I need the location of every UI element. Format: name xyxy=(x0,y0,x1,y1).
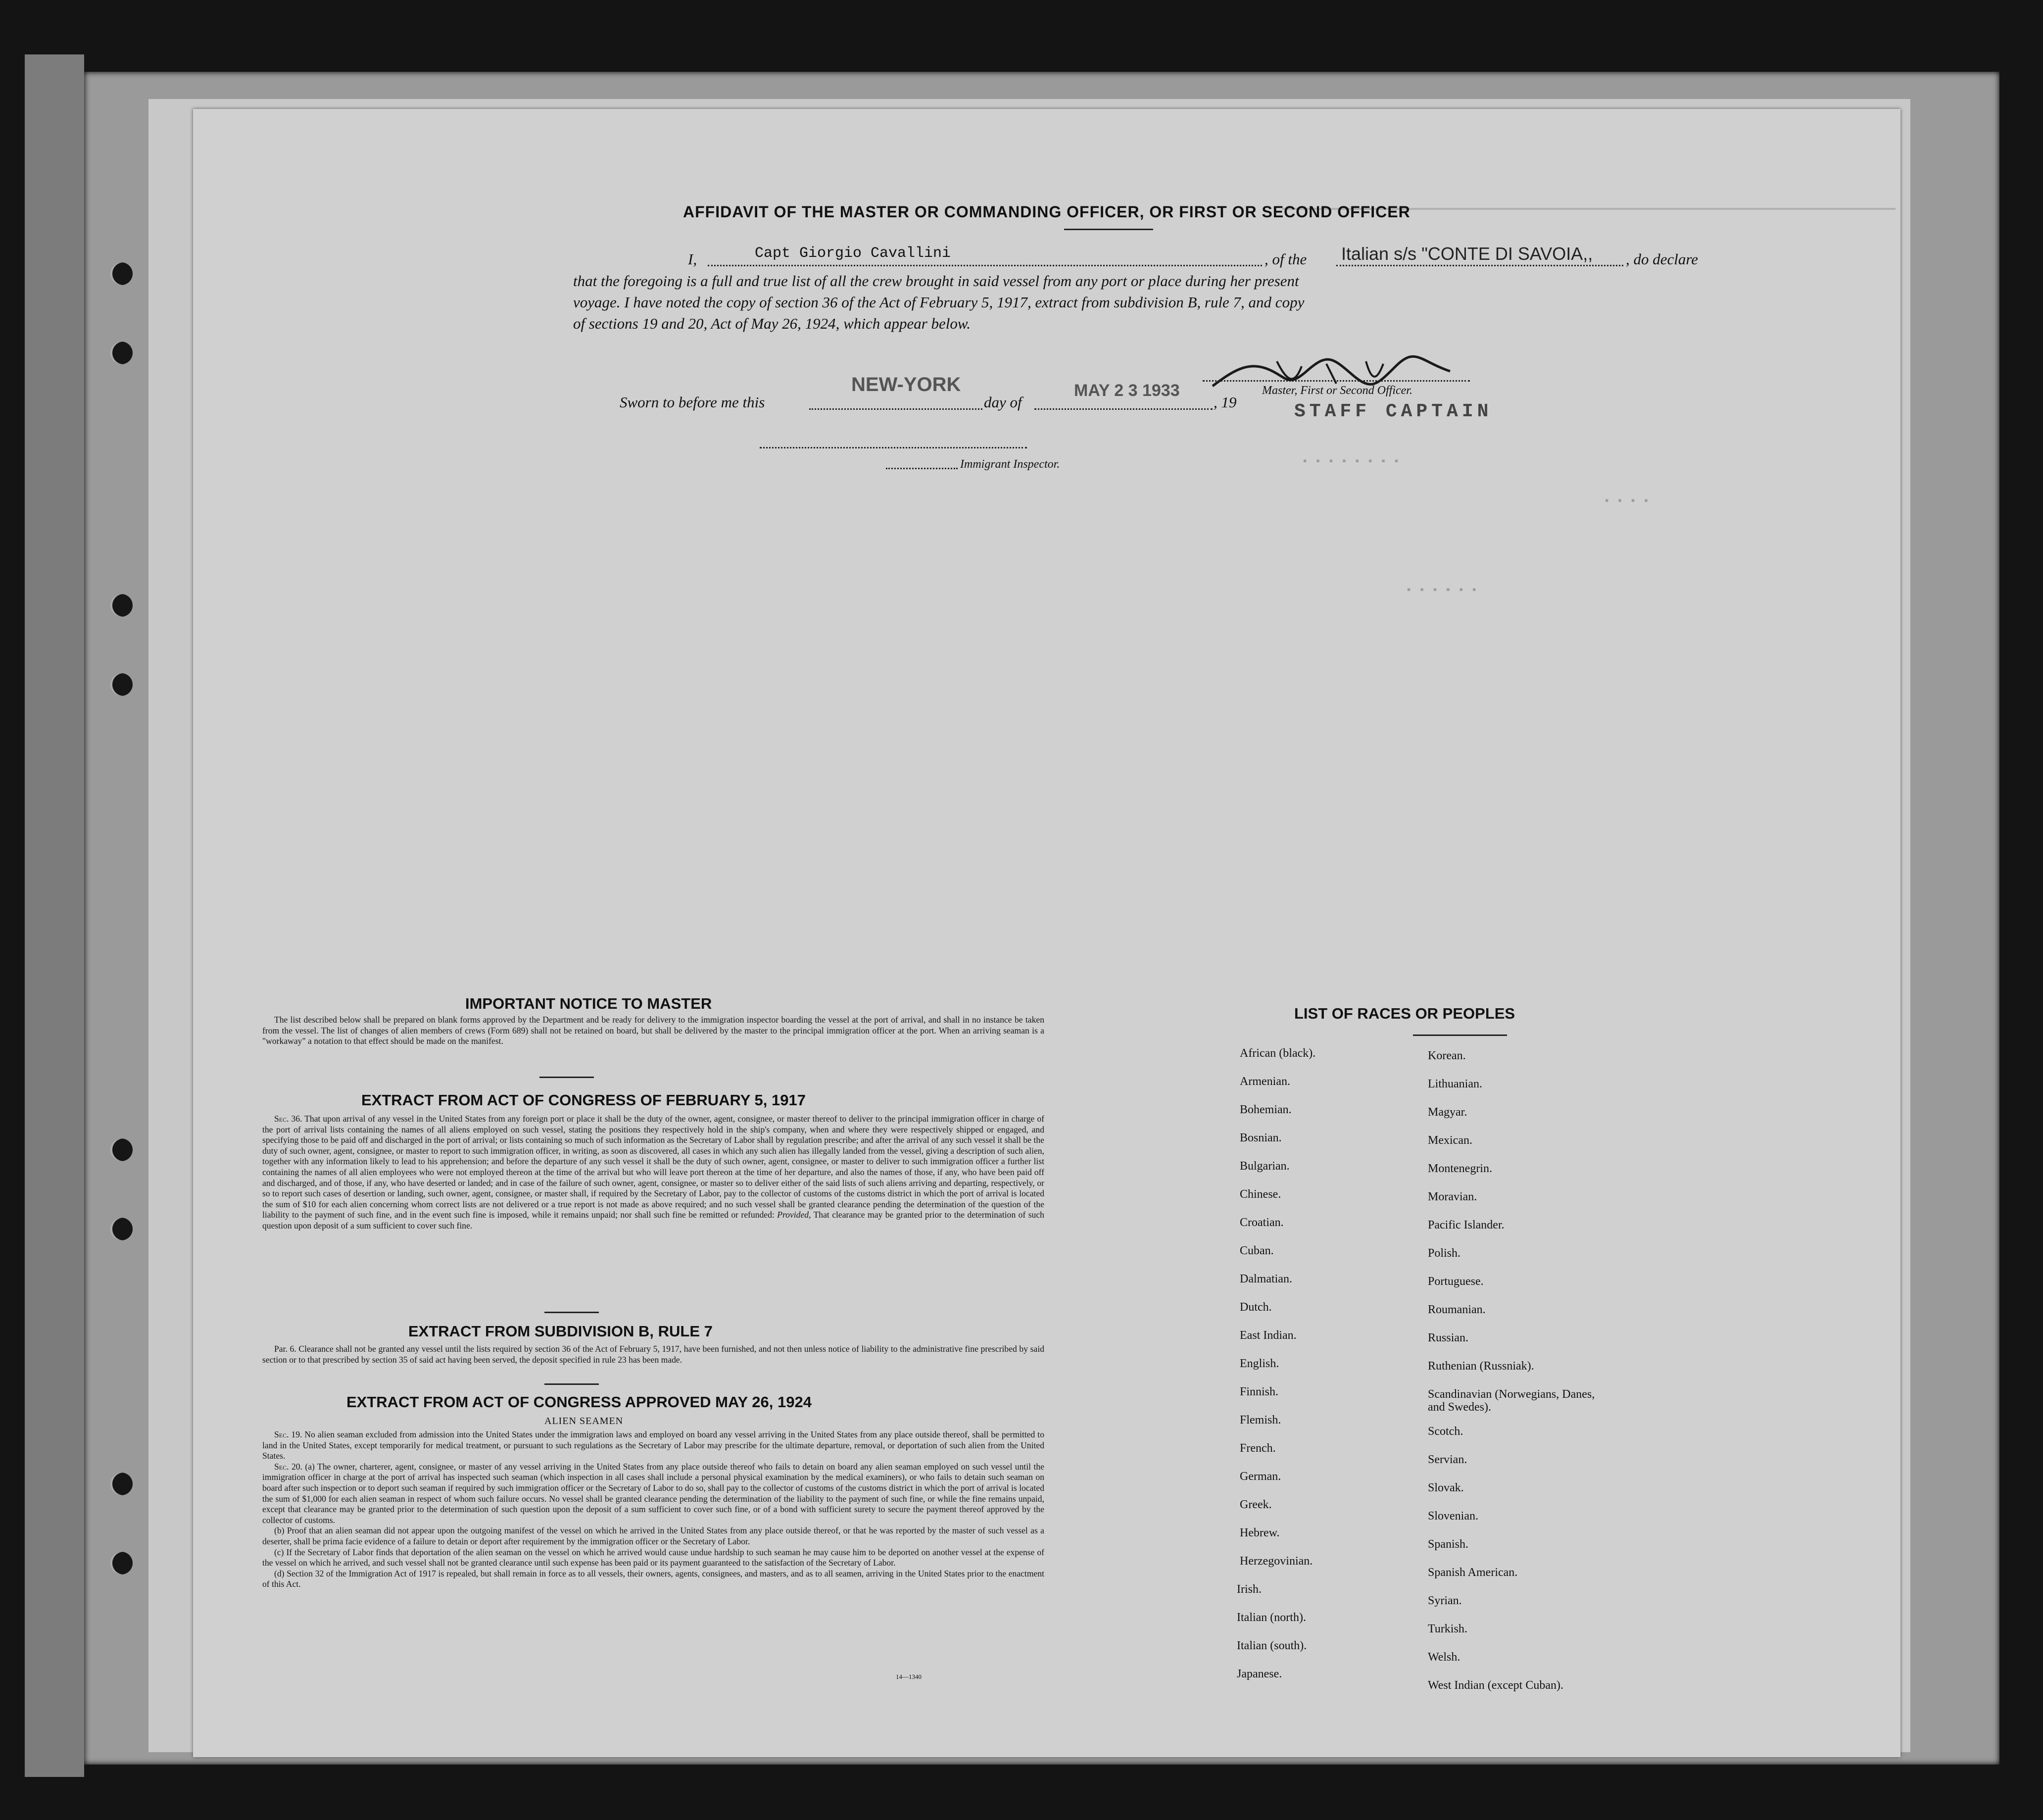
rule-7-title: EXTRACT FROM SUBDIVISION B, RULE 7 xyxy=(408,1323,713,1340)
sec-20-label: Sec. 20. xyxy=(274,1461,302,1472)
races-title: LIST OF RACES OR PEOPLES xyxy=(1294,1005,1515,1022)
race-item: Pacific Islander. xyxy=(1428,1219,1505,1231)
race-item: Dalmatian. xyxy=(1240,1273,1292,1285)
race-item: Polish. xyxy=(1428,1247,1461,1260)
race-item: Hebrew. xyxy=(1240,1526,1280,1539)
affidavit-title: AFFIDAVIT OF THE MASTER OR COMMANDING OFFICER, OR FIRST OR SECOND OFFICER xyxy=(683,203,1411,221)
race-item: Slovak. xyxy=(1428,1481,1464,1494)
race-item: Portuguese. xyxy=(1428,1275,1484,1288)
notice-text: The list described below shall be prepared on blank forms approved by the Department and be ready for delivery to the immigration inspector boarding the vessel at the port of arrival, and shall in no instance be taken from the vessel. The list of changes of alien members of crews (Form 689) shall not be retained on board, but shall be delivered by the master to the principal immigration officer at the port. When an arriving seaman is a "workaway" a notation to that effect should be made on the manifest. xyxy=(262,1015,1044,1046)
rule-7-body xyxy=(262,1344,1044,1365)
rule-7-rule xyxy=(544,1383,599,1385)
notice-body xyxy=(262,1015,1044,1047)
signature-line xyxy=(1203,380,1470,382)
declaration-line-3: voyage. I have noted the copy of section 36 of the Act of February 5, 1917, extract from subdivision B, rule 7, and copy xyxy=(573,294,1305,311)
sec-20b-text: (b) Proof that an alien seaman did not appear upon the outgoing manifest of the vessel on which he arrived in the United States from any place outside thereof, or that he was reported by the master of such vessel as a deserter, shall be prima facie evidence of a failure to detain or deport after requirement by the immigration officer or the Secretary of Labor. xyxy=(262,1525,1044,1546)
race-item: Scandinavian (Norwegians, Danes, and Swedes). xyxy=(1428,1388,1595,1414)
race-item: Roumanian. xyxy=(1428,1303,1486,1316)
race-item: English. xyxy=(1240,1357,1279,1370)
race-item: Japanese. xyxy=(1237,1668,1282,1680)
notice-title: IMPORTANT NOTICE TO MASTER xyxy=(465,995,712,1012)
race-item: Greek. xyxy=(1240,1498,1272,1511)
race-item: Italian (south). xyxy=(1237,1639,1307,1652)
notice-rule xyxy=(539,1077,594,1078)
extract-1924-body xyxy=(262,1429,1044,1590)
sec-36-text: That upon arrival of any vessel in the United States from any foreign port or place it shall be the duty of the owner, agent, consignee, or master thereof to deliver to the principal immigration officer in charge of the port of arrival lists containing the names of all aliens employed on such vessel, stating the positions they respectively hold in the ship's company, when and where they were respectively shipped or engaged, and specifying those to be paid off and discharged in the port of arrival; or lists containing so much of such information as the Secretary of Labor shall by regulation prescribe; and after the arrival of any such vessel it shall be the duty of such owner, agent, consignee, or master to report to such immigration officer, in writing, as soon as discovered, all cases in which any such alien has illegally landed from the vessel, giving a description of such alien, together with any information likely to lead to his apprehension; and before the departure of any such vessel it shall be the duty of such owner, agent, consignee, or master to deliver to such immigration officer a further list containing the names of all alien employees who were not employed thereon at the time of the arrival but who will leave port thereon at the time of her departure, and also the names of those, if any, who have been paid off and discharged, and of those, if any, who have deserted or landed; and in case of the failure of such owner, agent, consignee, or master so to deliver either of the said lists of such aliens arriving and departing, respectively, or so to report such cases of desertion or landing, such owner, agent, consignee, or master shall, if required by the Secretary of Labor, pay to the collector of customs of the customs district in which the port of arrival is located the sum of $10 for each alien concerning whom correct lists are not delivered or a true report is not made as above required; and no such vessel shall be granted clearance pending the determination of the question of the liability to the payment of such fine, and in the event such fine is imposed, while it remains unpaid; nor shall such fine be remitted or refunded: xyxy=(262,1114,1044,1220)
race-item: Magyar. xyxy=(1428,1106,1467,1119)
date-stamp: MAY 2 3 1933 xyxy=(1074,381,1180,400)
inspector-line-1 xyxy=(760,447,1027,448)
race-item: Finnish. xyxy=(1240,1385,1279,1398)
race-item: Moravian. xyxy=(1428,1190,1477,1203)
bleed-through: ▪ ▪ ▪ ▪ ▪ ▪ xyxy=(1406,584,1478,596)
master-caption: Master, First or Second Officer. xyxy=(1262,384,1412,397)
day-of-label: day of xyxy=(984,394,1022,411)
date-line xyxy=(1034,408,1213,410)
binder-hole xyxy=(110,1552,133,1574)
race-item: Herzegovinian. xyxy=(1240,1555,1313,1568)
vessel-line xyxy=(1336,265,1623,266)
race-item: Armenian. xyxy=(1240,1075,1290,1088)
race-item: Lithuanian. xyxy=(1428,1078,1482,1090)
proviso-text: That clearance may be granted prior to the determination of such question upon deposit of a sum sufficient to cover such fine. xyxy=(262,1210,1044,1230)
race-item: German. xyxy=(1240,1470,1281,1483)
race-item: Dutch. xyxy=(1240,1301,1272,1314)
race-item: Welsh. xyxy=(1428,1651,1460,1664)
sec-20a-text: (a) The owner, charterer, agent, consignee, or master of any vessel arriving in the United States from any place outside thereof who fails to detain on board any alien seaman employed on such vessel until the immigration officer in charge at the port of arrival has inspected such seaman (which inspection in all cases shall include a personal physical examination by the medical examiners), or who fails to detain such seaman on board after such inspection or to deport such seaman if required by such immigration officer or the Secretary of Labor to do so, shall pay to the collector of customs of the customs district in which the port of arrival is located the sum of $1,000 for each alien seaman in respect of whom such failure occurs. No vessel shall be granted clearance pending the determination of the liability to the payment of such fine, or while the fine remains unpaid, except that clearance may be granted prior to the determination of such question upon the deposit of a sum sufficient to cover such fine, or of a bond with sufficient surety to secure the payment thereof approved by the collector of customs. xyxy=(262,1461,1044,1525)
race-item: Slovenian. xyxy=(1428,1510,1478,1523)
inspector-caption: Immigrant Inspector. xyxy=(960,458,1060,471)
race-item: French. xyxy=(1240,1442,1276,1455)
i-label: I, xyxy=(688,250,697,268)
name-line xyxy=(708,265,1262,266)
extract-1917-rule xyxy=(544,1312,599,1313)
binder-hole xyxy=(110,673,133,696)
race-item: Russian. xyxy=(1428,1331,1469,1344)
sworn-place-stamp: NEW-YORK xyxy=(851,374,961,395)
race-item: Montenegrin. xyxy=(1428,1162,1492,1175)
race-item: Mexican. xyxy=(1428,1134,1472,1147)
extract-1924-title: EXTRACT FROM ACT OF CONGRESS APPROVED MAY 26, 1924 xyxy=(346,1393,812,1411)
race-item: Syrian. xyxy=(1428,1594,1462,1607)
bleed-through: ▪ ▪ ▪ ▪ ▪ ▪ ▪ ▪ xyxy=(1302,455,1400,468)
race-item: Spanish. xyxy=(1428,1538,1469,1551)
declaration-line-4: of sections 19 and 20, Act of May 26, 1924, which appear below. xyxy=(573,315,971,332)
inspector-line-2 xyxy=(886,468,958,469)
race-item: Croatian. xyxy=(1240,1216,1284,1229)
binder-hole xyxy=(110,1138,133,1161)
race-item: East Indian. xyxy=(1240,1329,1297,1342)
race-item: Korean. xyxy=(1428,1049,1466,1062)
race-item: Irish. xyxy=(1237,1583,1262,1596)
binder-hole xyxy=(110,1473,133,1495)
binder-hole xyxy=(110,594,133,617)
alien-seamen-subtitle: ALIEN SEAMEN xyxy=(544,1416,624,1426)
race-item: Scotch. xyxy=(1428,1425,1463,1438)
binder-hole xyxy=(110,1218,133,1240)
manifest-page xyxy=(193,109,1900,1757)
race-item: Servian. xyxy=(1428,1453,1467,1466)
binder-hole xyxy=(110,342,133,364)
race-item: Bohemian. xyxy=(1240,1103,1292,1116)
declare-label: , do declare xyxy=(1626,250,1699,268)
race-item: Bosnian. xyxy=(1240,1131,1282,1144)
race-item: Bulgarian. xyxy=(1240,1160,1290,1173)
sec-19-text: No alien seaman excluded from admission into the United States under the immigration laws and employed on board any vessel arriving in the United States from any place outside thereof, shall be permitted to land in the United States, except temporarily for medical treatment, or pursuant to such regulations as the Secretary of Labor may prescribe for the ultimate departure, removal, or deportation of such alien from the United States. xyxy=(262,1429,1044,1461)
extract-1917-body xyxy=(262,1114,1044,1231)
year-label: , 19 xyxy=(1214,394,1237,411)
proviso-label: Provided, xyxy=(777,1210,811,1220)
binder-edge xyxy=(25,54,84,1777)
race-item: Italian (north). xyxy=(1237,1611,1306,1624)
sworn-label: Sworn to before me this xyxy=(620,394,765,411)
vessel-name: Italian s/s "CONTE DI SAVOIA,, xyxy=(1341,244,1593,264)
races-rule xyxy=(1413,1034,1507,1036)
of-the-label: , of the xyxy=(1265,250,1307,268)
sec-20d-text: (d) Section 32 of the Immigration Act of 1917 is repealed, but shall remain in force as to all vessels, their owners, agents, consignees, and masters, and as to all seamen, arriving in the United States prior to the enactment of this Act. xyxy=(262,1568,1044,1589)
race-item: Chinese. xyxy=(1240,1188,1281,1201)
sworn-place-line xyxy=(809,408,982,410)
race-item: Flemish. xyxy=(1240,1414,1281,1426)
sec-19-label: Sec. 19. xyxy=(274,1429,302,1439)
sec-20c-text: (c) If the Secretary of Labor finds that deportation of the alien seaman on the vessel on which he arrived would cause undue hardship to such seaman he may cause him to be deported on another vessel at the expense of the vessel on which he arrived, and such vessel shall not be granted clearance until such expense has been paid or its payment guaranteed to the satisfaction of the Secretary of Labor. xyxy=(262,1547,1044,1568)
bleed-through: ▪ ▪ ▪ ▪ xyxy=(1604,495,1650,507)
master-name: Capt Giorgio Cavallini xyxy=(755,245,951,262)
title-rule xyxy=(1064,229,1153,230)
sec-36-label: Sec. 36. xyxy=(274,1114,302,1124)
rank-stamp: STAFF CAPTAIN xyxy=(1294,401,1493,422)
race-item: Turkish. xyxy=(1428,1623,1467,1635)
race-item: Cuban. xyxy=(1240,1244,1274,1257)
rule-7-text: Par. 6. Clearance shall not be granted any vessel until the lists required by section 36 of the Act of February 5, 1917, have been furnished, and not then unless notice of liability to the administrative fine prescribed by said section or to that prescribed by section 35 of said act having been served, the deposit specified in rule 23 has been made. xyxy=(262,1344,1044,1365)
race-item: Spanish American. xyxy=(1428,1566,1518,1579)
form-number: 14—1340 xyxy=(896,1673,922,1680)
race-item: African (black). xyxy=(1240,1047,1316,1060)
declaration-line-2: that the foregoing is a full and true list of all the crew brought in said vessel from any port or place during her present xyxy=(573,272,1299,290)
race-item: Ruthenian (Russniak). xyxy=(1428,1360,1534,1373)
extract-1917-title: EXTRACT FROM ACT OF CONGRESS OF FEBRUARY 5, 1917 xyxy=(361,1091,806,1109)
binder-hole xyxy=(110,262,133,285)
race-item: West Indian (except Cuban). xyxy=(1428,1679,1563,1692)
